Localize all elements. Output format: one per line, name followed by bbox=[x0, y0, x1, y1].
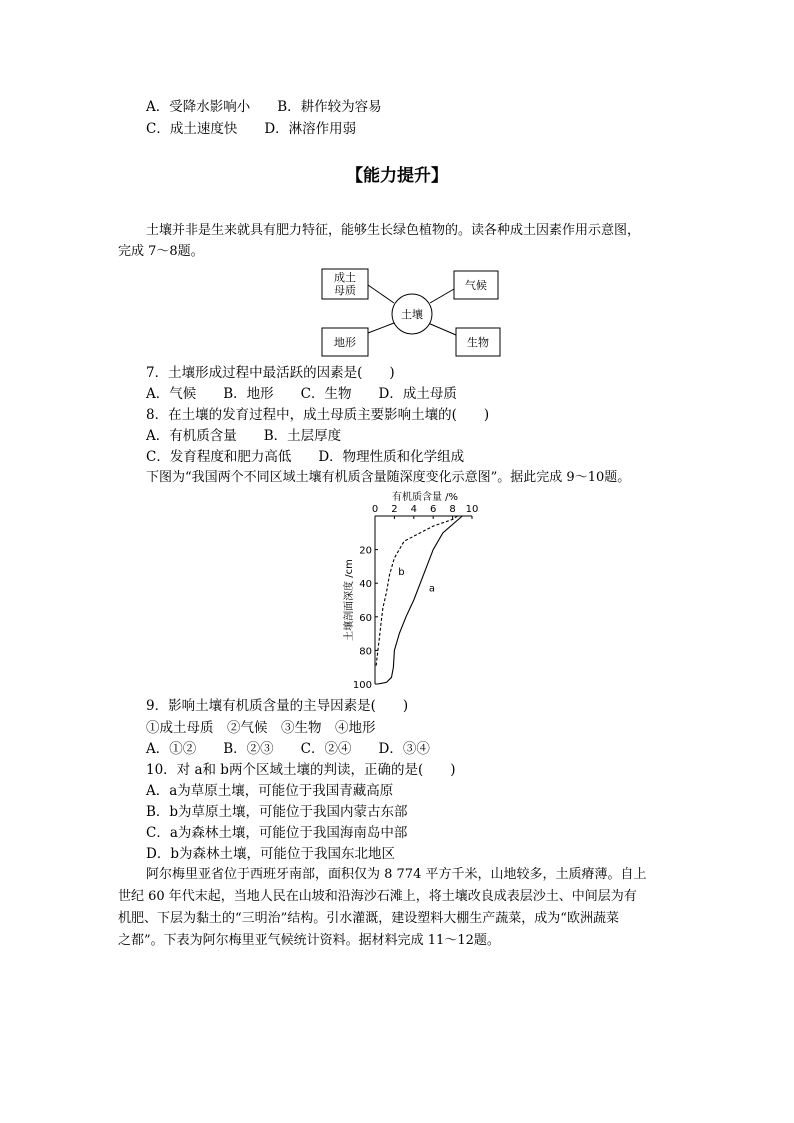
q10-option-a: A．a为草原土壤，可能位于我国青藏高原 bbox=[146, 783, 394, 799]
soil-factor-diagram bbox=[316, 265, 502, 357]
chart-ylabel: 土壤剖面深度 /cm bbox=[344, 559, 355, 641]
x-tick-label: 4 bbox=[410, 504, 417, 515]
x-tick-label: 6 bbox=[430, 504, 437, 515]
connector-line bbox=[368, 285, 394, 303]
label-climate: 气候 bbox=[465, 279, 487, 292]
series-a-label: a bbox=[428, 583, 435, 595]
q8-options1: A．有机质含量 B．土层厚度 bbox=[146, 428, 342, 444]
organic-matter-chart bbox=[330, 488, 480, 693]
q6-options-line2: C．成土速度快 D．淋溶作用弱 bbox=[146, 121, 357, 137]
q10-option-c: C．a为森林土壤，可能位于我国海南岛中部 bbox=[146, 825, 408, 841]
label-soil: 土壤 bbox=[401, 308, 423, 321]
q10-option-d: D．b为森林土壤，可能位于我国东北地区 bbox=[146, 846, 395, 862]
intro-7-8-line2: 完成 7～8题。 bbox=[118, 244, 204, 259]
q10-option-b: B．b为草原土壤，可能位于我国内蒙古东部 bbox=[146, 804, 408, 820]
material-line3: 机肥、下层为黏土的“三明治”结构。引水灌溉，建设塑料大棚生产蔬菜，成为“欧洲蔬菜 bbox=[118, 911, 619, 926]
y-tick-label: 20 bbox=[359, 545, 372, 557]
q9-choices: ①成土母质 ②气候 ③生物 ④地形 bbox=[146, 720, 376, 736]
q8-options2: C．发育程度和肥力高低 D．物理性质和化学组成 bbox=[146, 449, 465, 465]
x-tick-label: 8 bbox=[449, 504, 456, 515]
connector-line bbox=[428, 323, 456, 335]
y-tick-label: 60 bbox=[359, 612, 372, 624]
q10-stem: 10．对 a和 b两个区域土壤的判读，正确的是( ) bbox=[146, 762, 456, 778]
chart-xlabel: 有机质含量 /% bbox=[391, 492, 459, 503]
x-tick-label: 2 bbox=[391, 504, 398, 515]
section-title: 【能力提升】 bbox=[346, 166, 448, 186]
intro-9-10: 下图为“我国两个不同区域土壤有机质含量随深度变化示意图”。据此完成 9～10题。 bbox=[146, 470, 631, 485]
label-topography: 地形 bbox=[334, 336, 356, 349]
material-line1: 阿尔梅里亚省位于西班牙南部，面积仅为 8 774 平方千米，山地较多，土质瘠薄。自上 bbox=[146, 867, 647, 882]
x-tick-label: 10 bbox=[465, 504, 479, 515]
q9-stem: 9．影响土壤有机质含量的主导因素是( ) bbox=[146, 698, 409, 714]
y-tick-label: 100 bbox=[352, 680, 372, 691]
label-parent-material-1: 成土 bbox=[334, 271, 356, 284]
x-tick-label: 0 bbox=[371, 504, 379, 515]
intro-7-8-line1: 土壤并非是生来就具有肥力特征，能够生长绿色植物的。读各种成土因素作用示意图， bbox=[146, 223, 641, 238]
connector-line bbox=[430, 289, 454, 303]
label-organism: 生物 bbox=[467, 336, 489, 349]
y-tick-label: 80 bbox=[359, 646, 372, 658]
series-b-label: b bbox=[398, 566, 405, 578]
y-tick-label: 40 bbox=[359, 579, 372, 591]
label-parent-material-2: 母质 bbox=[334, 284, 356, 297]
q6-options-line1: A．受降水影响小 B．耕作较为容易 bbox=[146, 99, 382, 115]
series-a-line bbox=[375, 516, 462, 684]
connector-line bbox=[368, 323, 394, 333]
material-line4: 之都”。下表为阿尔梅里亚气候统计资料。据材料完成 11～12题。 bbox=[118, 933, 500, 948]
q9-options: A．①② B．②③ C．②④ D．③④ bbox=[146, 741, 430, 757]
q8-stem: 8．在土壤的发育过程中，成土母质主要影响土壤的( ) bbox=[146, 407, 490, 423]
material-line2: 世纪 60 年代末起，当地人民在山坡和沿海沙石滩上，将土壤改良成表层沙土、中间层为有 bbox=[118, 889, 637, 904]
q7-options: A．气候 B．地形 C．生物 D．成土母质 bbox=[146, 386, 457, 402]
q7-stem: 7．土壤形成过程中最活跃的因素是( ) bbox=[146, 365, 395, 381]
